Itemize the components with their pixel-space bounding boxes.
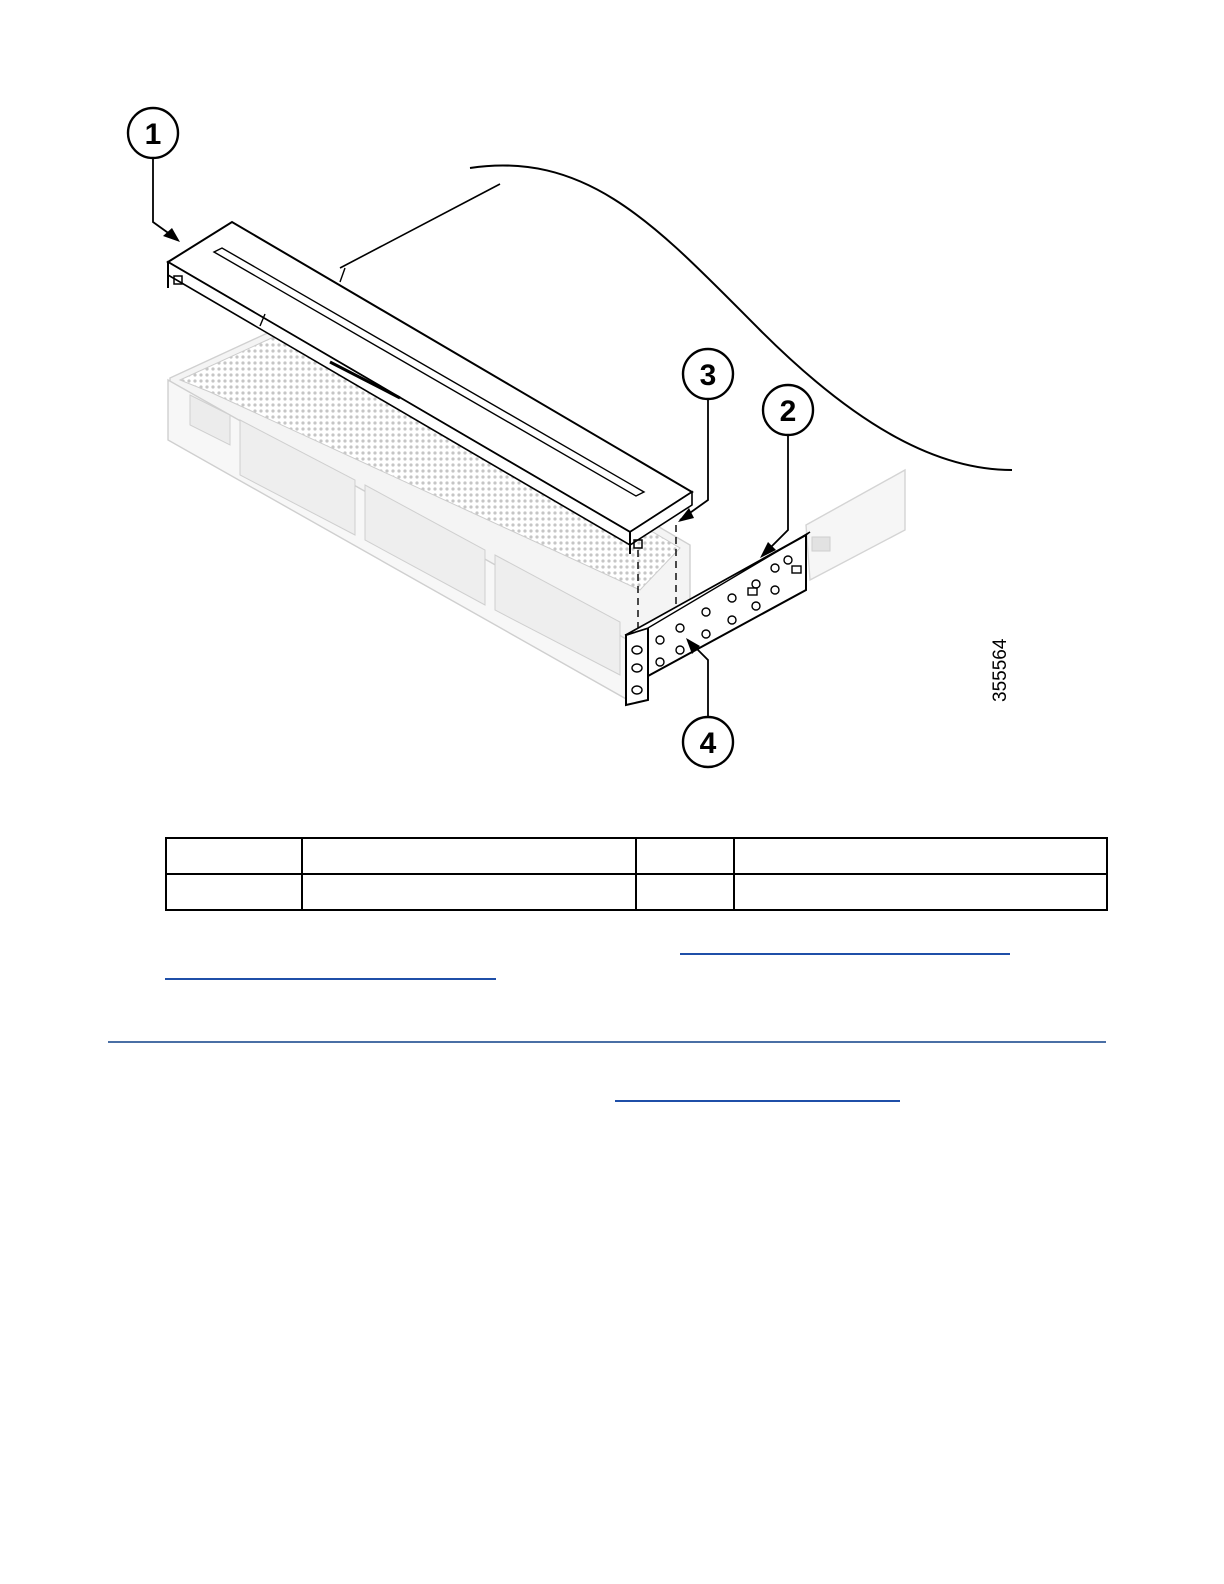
table-cell	[636, 874, 734, 910]
svg-text:1: 1	[144, 118, 162, 151]
table-cell	[734, 874, 1107, 910]
figure-number: 355564	[990, 638, 1011, 702]
callout-table	[165, 837, 1108, 911]
table-cell	[166, 874, 302, 910]
table-cell	[636, 838, 734, 874]
section-divider	[108, 1041, 1106, 1043]
hyperlink-underline[interactable]	[615, 1100, 900, 1102]
callout-2	[760, 385, 813, 558]
switch-chassis	[168, 318, 905, 700]
guide-line	[340, 184, 500, 268]
svg-text:2: 2	[779, 395, 797, 428]
hyperlink-underline[interactable]	[680, 953, 1010, 955]
table-cell	[302, 874, 636, 910]
svg-text:4: 4	[699, 727, 717, 760]
table-row	[166, 874, 1107, 910]
table-row	[166, 838, 1107, 874]
table-cell	[166, 838, 302, 874]
hyperlink-underline[interactable]	[165, 978, 496, 980]
callout-1	[128, 108, 180, 242]
table-cell	[734, 838, 1107, 874]
table-cell	[302, 838, 636, 874]
callout-4	[683, 638, 733, 767]
svg-text:3: 3	[699, 359, 717, 392]
